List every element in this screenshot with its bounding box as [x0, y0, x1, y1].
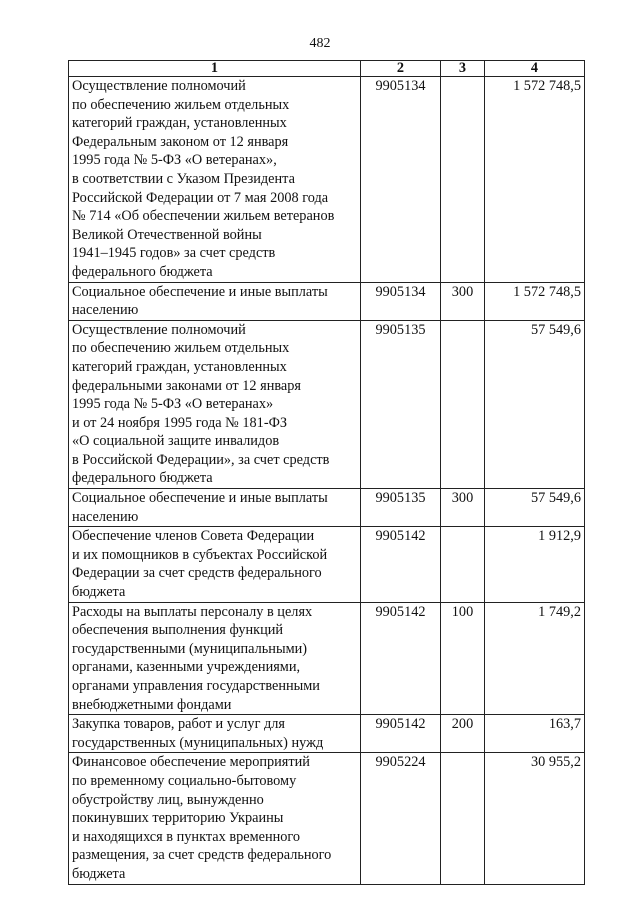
expense-type-code — [441, 527, 485, 602]
amount: 57 549,6 — [485, 320, 585, 488]
expense-name: Расходы на выплаты персоналу в целях обеспечения выполнения функций государственными (муниципальными) органами, казенными учреждениями, органами управления государственными внебюджетными фондами — [69, 602, 361, 715]
expense-type-code — [441, 77, 485, 283]
expense-name: Осуществление полномочий по обеспечению жильем отдельных категорий граждан, установленных Федеральным законом от 12 января 1995 года № 5-ФЗ «О ветеранах», в соответствии с Указом Президента Российской Федерации от 7 мая 2008 года № 714 «Об обеспечении жильем ветеранов Великой Отечественной войны 1941–1945 годов» за счет средств федерального бюджета — [69, 77, 361, 283]
expense-name: Социальное обеспечение и иные выплаты населению — [69, 282, 361, 320]
target-item-code: 9905224 — [361, 753, 441, 884]
table-row — [69, 715, 585, 753]
expense-type-code: 200 — [441, 715, 485, 753]
column-header-2: 2 — [361, 61, 441, 77]
table-row — [69, 753, 585, 884]
table-row — [69, 602, 585, 715]
column-header-1: 1 — [69, 61, 361, 77]
table-row — [69, 282, 585, 320]
expense-name: Осуществление полномочий по обеспечению жильем отдельных категорий граждан, установленных федеральными законами от 12 января 1995 года № 5-ФЗ «О ветеранах» и от 24 ноября 1995 года № 181-ФЗ «О социальной защите инвалидов в Российской Федерации», за счет средств федерального бюджета — [69, 320, 361, 488]
target-item-code: 9905135 — [361, 489, 441, 527]
amount: 30 955,2 — [485, 753, 585, 884]
expense-type-code — [441, 753, 485, 884]
table-row — [69, 489, 585, 527]
table-row — [69, 320, 585, 488]
budget-table — [68, 60, 585, 885]
target-item-code: 9905134 — [361, 77, 441, 283]
target-item-code: 9905135 — [361, 320, 441, 488]
target-item-code: 9905142 — [361, 715, 441, 753]
column-header-4: 4 — [485, 61, 585, 77]
target-item-code: 9905134 — [361, 282, 441, 320]
target-item-code: 9905142 — [361, 527, 441, 602]
expense-name: Финансовое обеспечение мероприятий по временному социально-бытовому обустройству лиц, вынужденно покинувших территорию Украины и находящихся в пунктах временного размещения, за счет средств федерального бюджета — [69, 753, 361, 884]
amount: 1 749,2 — [485, 602, 585, 715]
amount: 57 549,6 — [485, 489, 585, 527]
amount: 1 912,9 — [485, 527, 585, 602]
column-header-3: 3 — [441, 61, 485, 77]
amount: 163,7 — [485, 715, 585, 753]
expense-type-code: 100 — [441, 602, 485, 715]
expense-name: Обеспечение членов Совета Федерации и их помощников в субъектах Российской Федерации за счет средств федерального бюджета — [69, 527, 361, 602]
table-header-row — [69, 61, 585, 77]
page-number: 482 — [309, 36, 331, 51]
target-item-code: 9905142 — [361, 602, 441, 715]
expense-name: Закупка товаров, работ и услуг для государственных (муниципальных) нужд — [69, 715, 361, 753]
expense-type-code: 300 — [441, 282, 485, 320]
table-row — [69, 527, 585, 602]
expense-type-code — [441, 320, 485, 488]
table-row — [69, 77, 585, 283]
expense-name: Социальное обеспечение и иные выплаты населению — [69, 489, 361, 527]
amount: 1 572 748,5 — [485, 282, 585, 320]
amount: 1 572 748,5 — [485, 77, 585, 283]
expense-type-code: 300 — [441, 489, 485, 527]
